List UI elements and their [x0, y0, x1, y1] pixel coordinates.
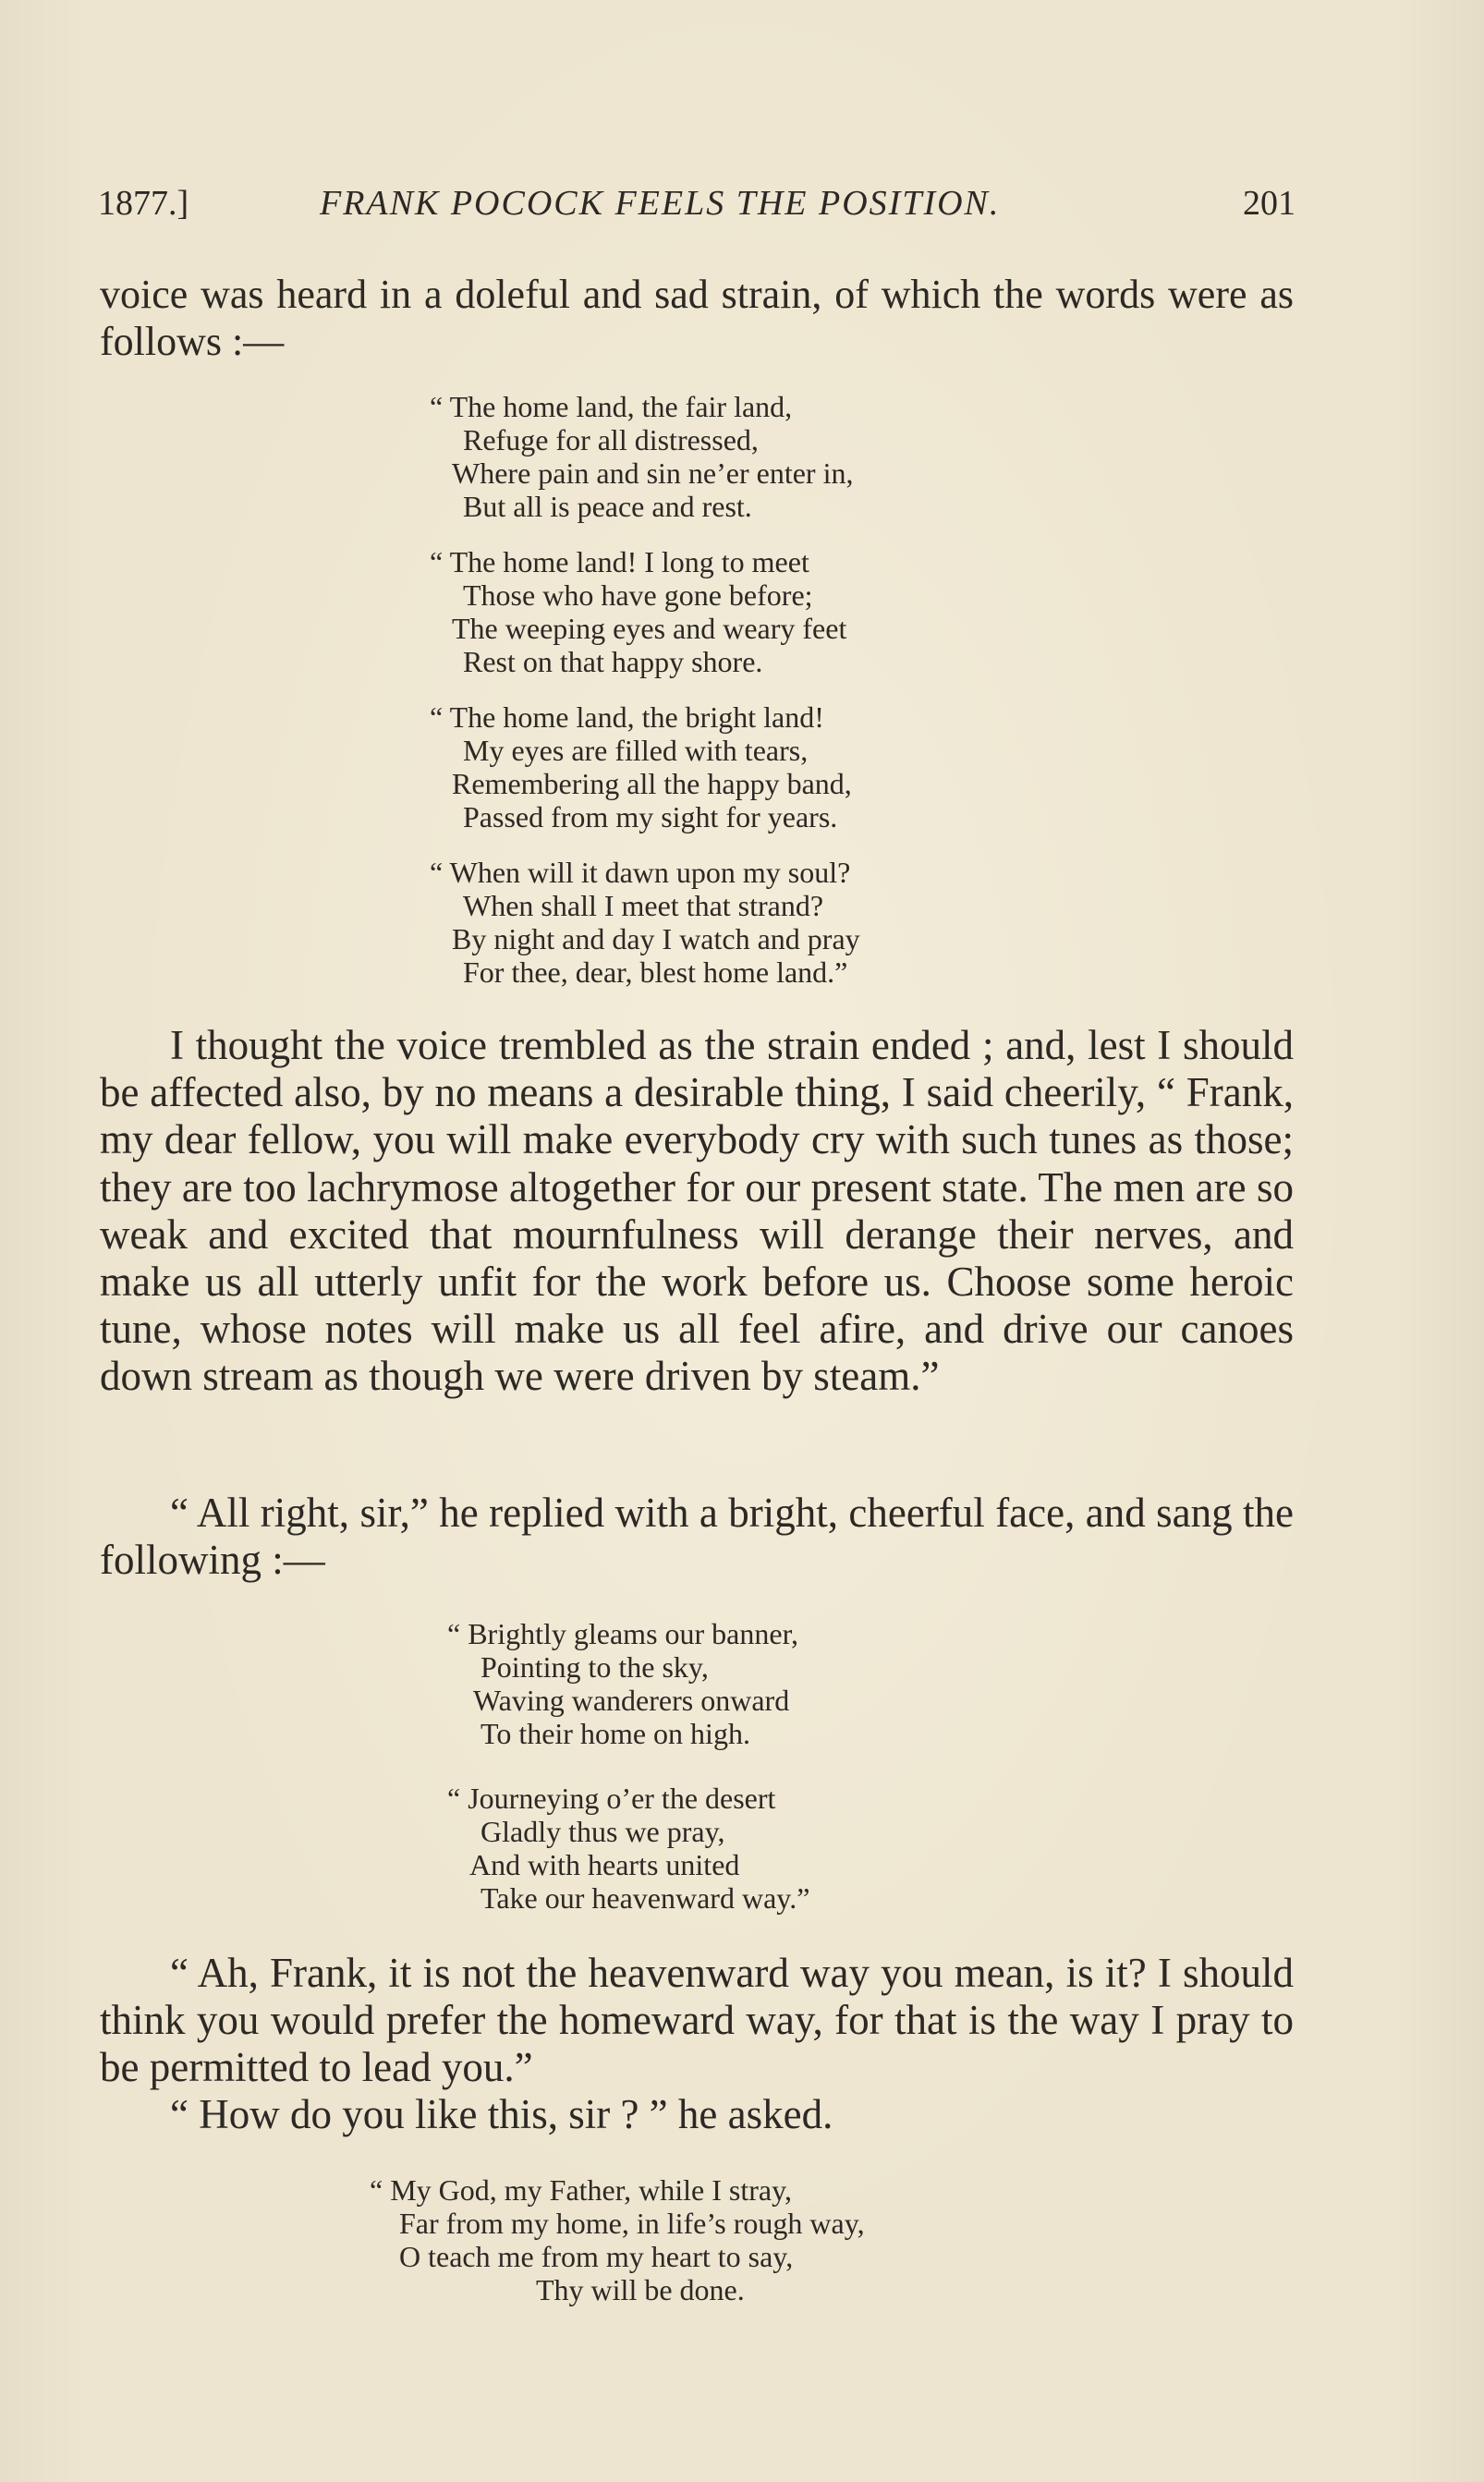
hymn2-stanza-1 — [447, 1617, 798, 1750]
verse-line: O teach me from my heart to say, — [399, 2240, 794, 2273]
verse-line: My eyes are filled with tears, — [463, 734, 809, 767]
paragraph-4: “ How do you like this, sir ? ” he asked. — [170, 2091, 833, 2137]
paragraph-3: “ Ah, Frank, it is not the heavenward way you mean, is it? I should think you would prefer the homeward way, for that is the way I pray to be permitted to lead you.” — [100, 1950, 1294, 2091]
verse-line: Those who have gone before; — [463, 578, 813, 612]
verse-line: “ Brightly gleams our banner, — [447, 1617, 798, 1650]
verse-line: Refuge for all distressed, — [463, 423, 759, 456]
verse-line: “ My God, my Father, while I stray, — [370, 2173, 792, 2207]
header-year: 1877.] — [98, 184, 189, 223]
verse-line: Remembering all the happy band, — [452, 767, 852, 800]
verse-line: When shall I meet that strand? — [463, 889, 824, 922]
verse-line: For thee, dear, blest home land.” — [463, 955, 848, 989]
page-number: 201 — [1243, 184, 1295, 223]
hymn1-stanza-1 — [430, 390, 853, 523]
verse-line: Pointing to the sky, — [480, 1650, 709, 1684]
running-header — [98, 181, 1295, 225]
verse-line: To their home on high. — [480, 1717, 750, 1750]
hymn1-stanza-2 — [430, 545, 846, 678]
verse-line: Far from my home, in life’s rough way, — [399, 2207, 865, 2240]
verse-line: Passed from my sight for years. — [463, 800, 838, 833]
paragraph-2: “ All right, sir,” he replied with a bright, cheerful face, and sang the following :— — [100, 1490, 1294, 1584]
verse-line: Thy will be done. — [536, 2273, 745, 2306]
verse-line: “ Journeying o’er the desert — [447, 1782, 776, 1815]
hymn3-stanza-1 — [370, 2173, 865, 2306]
intro-paragraph: voice was heard in a doleful and sad strain, of which the words were as follows :— — [100, 272, 1294, 364]
verse-line: “ The home land! I long to meet — [430, 545, 809, 578]
hymn1-stanza-3 — [430, 700, 852, 833]
hymn1-stanza-4 — [430, 856, 860, 989]
header-title: FRANK POCOCK FEELS THE POSITION. — [320, 184, 1001, 223]
verse-line: “ The home land, the bright land! — [430, 700, 824, 734]
verse-line: And with hearts united — [469, 1848, 740, 1881]
hymn2-stanza-2 — [447, 1782, 809, 1915]
verse-line: Take our heavenward way.” — [480, 1881, 810, 1915]
verse-line: “ When will it dawn upon my soul? — [430, 856, 851, 889]
verse-line: Gladly thus we pray, — [480, 1815, 725, 1848]
verse-line: The weeping eyes and weary feet — [452, 612, 847, 645]
verse-line: By night and day I watch and pray — [452, 922, 860, 955]
verse-line: Waving wanderers onward — [473, 1684, 790, 1717]
verse-line: Where pain and sin ne’er enter in, — [452, 456, 854, 490]
verse-line: Rest on that happy shore. — [463, 645, 763, 678]
paragraph-1: I thought the voice trembled as the strain ended ; and, lest I should be affected also, by no means a desirable thing, I said cheerily, “ Frank, my dear fellow, you will make everybody cry with such tunes as those; they are too lachrymose altogether for our present state. The men are so weak and excited that mournfulness will derange their nerves, and make us all utterly unfit for the work before us. Choose some heroic tune, whose notes will make us all feel afire, and drive our canoes down stream as though we were driven by steam.” — [100, 1022, 1294, 1400]
verse-line: But all is peace and rest. — [463, 490, 752, 523]
verse-line: “ The home land, the fair land, — [430, 390, 793, 423]
